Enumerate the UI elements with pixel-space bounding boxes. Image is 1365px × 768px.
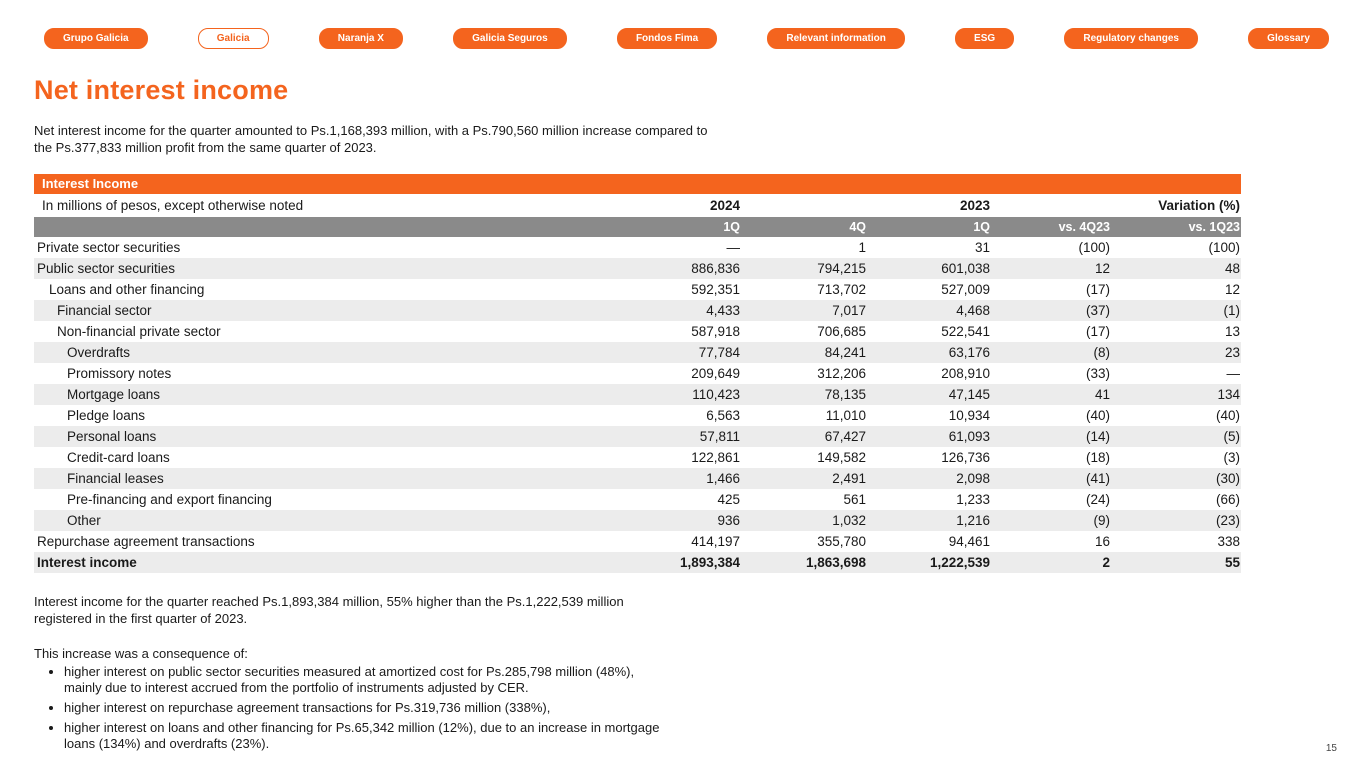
page-number: 15 xyxy=(1325,743,1337,754)
bullet-item: • higher interest on repurchase agreement transactions for Ps.319,736 million (338%), xyxy=(64,700,664,717)
cell-value: 886,836 xyxy=(691,261,740,277)
table-row xyxy=(34,279,1241,300)
cell-value: 16 xyxy=(1094,534,1110,550)
bullet-item: • higher interest on public sector securities measured at amortized cost for Ps.285,798 million (48%), mainly due to interest accrued from the portfolio of instruments adjusted by CER. xyxy=(64,664,664,697)
cell-value: (1) xyxy=(1223,303,1240,319)
table-row xyxy=(34,426,1241,447)
row-label: Financial sector xyxy=(57,303,152,319)
cell-value: 6,563 xyxy=(706,408,740,424)
cell-value: 592,351 xyxy=(691,282,740,298)
variation-header: Variation (%) xyxy=(1158,198,1240,214)
cell-value: 208,910 xyxy=(941,366,990,382)
cell-value: (5) xyxy=(1223,429,1240,445)
cell-value: 936 xyxy=(717,513,740,529)
row-label: Overdrafts xyxy=(67,345,131,361)
cell-value: 2 xyxy=(1102,555,1110,571)
cell-value: 414,197 xyxy=(691,534,740,550)
cell-value: (40) xyxy=(1085,408,1110,424)
cell-value: 1,216 xyxy=(956,513,990,529)
cell-value: 84,241 xyxy=(824,345,866,361)
cell-value: 1,222,539 xyxy=(929,555,990,571)
cell-value: 23 xyxy=(1224,345,1240,361)
table-row xyxy=(34,321,1241,342)
nav-pill-grupo-galicia[interactable]: Grupo Galicia xyxy=(44,28,148,49)
row-label: Credit-card loans xyxy=(67,450,170,466)
table-row xyxy=(34,300,1241,321)
cell-value: (23) xyxy=(1215,513,1240,529)
table-row xyxy=(34,510,1241,531)
cell-value: 522,541 xyxy=(941,324,990,340)
cell-value: (100) xyxy=(1078,240,1110,256)
row-label: Pre-financing and export financing xyxy=(67,492,272,508)
table-row xyxy=(34,531,1241,552)
cell-value: 1,863,698 xyxy=(805,555,866,571)
nav-pill-glossary[interactable]: Glossary xyxy=(1248,28,1329,49)
row-label: Repurchase agreement transactions xyxy=(37,534,255,550)
cell-value: 561 xyxy=(843,492,866,508)
row-label: Interest income xyxy=(37,555,137,571)
nav-pill-esg[interactable]: ESG xyxy=(955,28,1014,49)
column-header: vs. 1Q23 xyxy=(1188,220,1240,235)
cell-value: 209,649 xyxy=(691,366,740,382)
row-label: Public sector securities xyxy=(37,261,176,277)
nav-pill-fondos-fima[interactable]: Fondos Fima xyxy=(617,28,717,49)
cell-value: 4,433 xyxy=(706,303,740,319)
cell-value: (66) xyxy=(1215,492,1240,508)
cell-value: (14) xyxy=(1085,429,1110,445)
cell-value: (9) xyxy=(1093,513,1110,529)
cell-value: 587,918 xyxy=(691,324,740,340)
column-header: 1Q xyxy=(973,220,990,235)
cell-value: (24) xyxy=(1085,492,1110,508)
row-label: Mortgage loans xyxy=(67,387,161,403)
cell-value: 1,032 xyxy=(832,513,866,529)
cell-value: 67,427 xyxy=(824,429,866,445)
table-row xyxy=(34,468,1241,489)
cell-value: 126,736 xyxy=(941,450,990,466)
row-label: Loans and other financing xyxy=(49,282,205,298)
units-note: In millions of pesos, except otherwise noted xyxy=(42,198,304,214)
row-label: Financial leases xyxy=(67,471,164,487)
cell-value: 12 xyxy=(1224,282,1240,298)
cell-value: 31 xyxy=(974,240,990,256)
cell-value: 41 xyxy=(1094,387,1110,403)
cell-value: 134 xyxy=(1217,387,1240,403)
table-row xyxy=(34,447,1241,468)
cell-value: 527,009 xyxy=(941,282,990,298)
cell-value: 11,010 xyxy=(825,408,866,424)
cell-value: (8) xyxy=(1093,345,1110,361)
row-label: Private sector securities xyxy=(37,240,181,256)
table-subheader-row xyxy=(34,194,1241,217)
cell-value: 338 xyxy=(1217,534,1240,550)
bullet-item: • higher interest on loans and other financing for Ps.65,342 million (12%), due to an increase in mortgage loans (134%) and overdrafts (23%). xyxy=(64,720,664,753)
cell-value: (37) xyxy=(1085,303,1110,319)
cell-value: 12 xyxy=(1094,261,1110,277)
cell-value: — xyxy=(1226,366,1240,382)
table-row xyxy=(34,342,1241,363)
cell-value: 7,017 xyxy=(832,303,866,319)
cell-value: (17) xyxy=(1085,324,1110,340)
column-header: vs. 4Q23 xyxy=(1058,220,1110,235)
cell-value: 77,784 xyxy=(698,345,740,361)
cell-value: 55 xyxy=(1224,555,1240,571)
top-nav xyxy=(0,0,1365,49)
summary-paragraph: Interest income for the quarter reached Ps.1,893,384 million, 55% higher than the Ps.1,222,539 million registered in the first quarter of 2023. xyxy=(34,594,624,627)
cell-value: 149,582 xyxy=(817,450,866,466)
row-label: Personal loans xyxy=(67,429,157,445)
cell-value: 2,098 xyxy=(956,471,990,487)
cell-value: 13 xyxy=(1224,324,1240,340)
nav-pill-galicia[interactable]: Galicia xyxy=(198,28,269,49)
cell-value: 57,811 xyxy=(699,429,740,445)
cell-value: (33) xyxy=(1085,366,1110,382)
cell-value: 1,233 xyxy=(956,492,990,508)
table-body xyxy=(34,237,1241,573)
cell-value: (3) xyxy=(1223,450,1240,466)
year-header-2023: 2023 xyxy=(959,198,990,214)
page-title: Net interest income xyxy=(34,75,289,105)
cell-value: (30) xyxy=(1215,471,1240,487)
cell-value: 78,135 xyxy=(824,387,866,403)
table-row xyxy=(34,363,1241,384)
cell-value: 713,702 xyxy=(817,282,866,298)
cell-value: 48 xyxy=(1224,261,1240,277)
bullets-lead: This increase was a consequence of: xyxy=(34,645,248,661)
cell-value: — xyxy=(726,240,740,256)
cell-value: 47,145 xyxy=(948,387,990,403)
cell-value: 312,206 xyxy=(817,366,866,382)
cell-value: 1,466 xyxy=(706,471,740,487)
intro-paragraph: Net interest income for the quarter amounted to Ps.1,168,393 million, with a Ps.790,560 million increase compared to the Ps.377,833 million profit from the same quarter of 2023. xyxy=(34,123,708,156)
table-row xyxy=(34,237,1241,258)
table-row xyxy=(34,552,1241,573)
year-header-2024: 2024 xyxy=(709,198,740,214)
cell-value: 355,780 xyxy=(817,534,866,550)
nav-pill-regulatory-changes[interactable]: Regulatory changes xyxy=(1064,28,1198,49)
cell-value: 10,934 xyxy=(948,408,990,424)
cell-value: 1 xyxy=(858,240,866,256)
row-label: Promissory notes xyxy=(67,366,172,382)
cell-value: 4,468 xyxy=(956,303,990,319)
nav-pill-naranja-x[interactable]: Naranja X xyxy=(319,28,403,49)
column-header: 4Q xyxy=(849,220,866,235)
table-row xyxy=(34,258,1241,279)
cell-value: 61,093 xyxy=(948,429,990,445)
cell-value: (100) xyxy=(1208,240,1240,256)
table-title-bar xyxy=(34,174,1241,194)
row-label: Other xyxy=(67,513,101,529)
table-row xyxy=(34,489,1241,510)
cell-value: 425 xyxy=(717,492,740,508)
cell-value: 706,685 xyxy=(817,324,866,340)
cell-value: 94,461 xyxy=(948,534,990,550)
interest-income-table xyxy=(34,174,1241,573)
cell-value: (18) xyxy=(1085,450,1110,466)
cell-value: 122,861 xyxy=(691,450,740,466)
cell-value: 2,491 xyxy=(832,471,866,487)
cell-value: 601,038 xyxy=(941,261,990,277)
cell-value: (40) xyxy=(1215,408,1240,424)
table-quarter-header-row xyxy=(34,217,1241,237)
increase-reasons-list xyxy=(34,664,664,753)
table-title: Interest Income xyxy=(42,176,139,192)
cell-value: 1,893,384 xyxy=(679,555,740,571)
column-header: 1Q xyxy=(723,220,740,235)
cell-value: 63,176 xyxy=(948,345,990,361)
cell-value: 110,423 xyxy=(692,387,740,403)
nav-pill-relevant-information[interactable]: Relevant information xyxy=(767,28,904,49)
table-row xyxy=(34,384,1241,405)
nav-pill-galicia-seguros[interactable]: Galicia Seguros xyxy=(453,28,567,49)
row-label: Pledge loans xyxy=(67,408,146,424)
cell-value: (41) xyxy=(1085,471,1110,487)
cell-value: 794,215 xyxy=(817,261,866,277)
cell-value: (17) xyxy=(1085,282,1110,298)
table-row xyxy=(34,405,1241,426)
row-label: Non-financial private sector xyxy=(57,324,221,340)
